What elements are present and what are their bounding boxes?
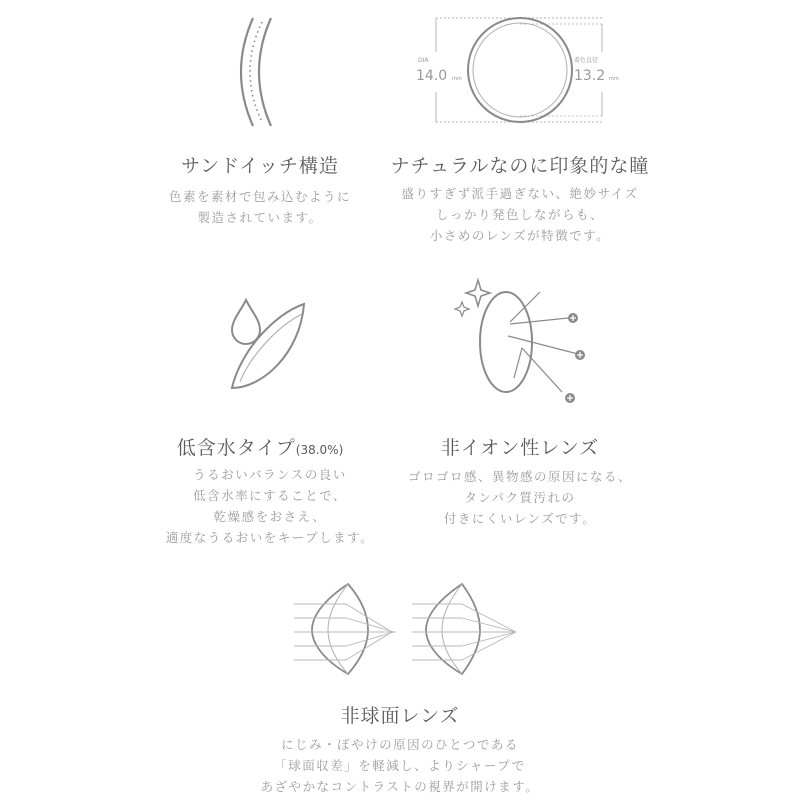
feature-desc-natural (370, 183, 670, 246)
non-ionic-lens-icon (450, 270, 600, 410)
desc-line: 付きにくいレンズです。 (443, 511, 597, 526)
desc-line: しっかり発色しながらも、 (435, 207, 604, 222)
feature-title-natural: ナチュラルなのに印象的な瞳 (390, 155, 650, 177)
dia-unit: mm (452, 76, 462, 82)
color-diameter-label: 着色直径 (574, 57, 599, 64)
desc-line: 製造されています。 (197, 210, 323, 225)
plus-particle-icon (575, 350, 585, 360)
aspheric-lens-diagram (290, 578, 530, 678)
desc-line: 小さめのレンズが特徴です。 (429, 228, 611, 243)
desc-line: ゴロゴロ感、異物感の原因になる、 (407, 469, 632, 484)
feature-title-low-water (120, 433, 400, 460)
desc-line: 適度なうるおいをキープします。 (165, 530, 375, 545)
dia-value: 14.0 (416, 68, 448, 84)
low-water-title-text: 低含水タイプ (176, 437, 296, 459)
plus-particle-icon (568, 313, 578, 323)
desc-line: うるおいバランスの良い (193, 467, 347, 482)
water-content-percent: (38.0%) (295, 443, 344, 457)
lens-diameter-diagram (410, 12, 630, 130)
color-diameter-unit: mm (609, 76, 619, 82)
desc-line: 「球面収差」を軽減し、よりシャープで (274, 758, 526, 773)
desc-line: 色素を素材で包み込むように (168, 189, 351, 204)
feature-desc-sandwich (110, 186, 410, 228)
desc-line: 盛りすぎず派手過ぎない、絶妙サイズ (401, 186, 639, 201)
dia-label: DIA (418, 57, 429, 64)
sandwich-lens-icon (225, 10, 295, 135)
feature-title-aspheric: 非球面レンズ (340, 705, 460, 727)
water-drop-lens-icon (222, 292, 322, 402)
desc-line: 低含水率にすることで、 (193, 488, 347, 503)
feature-title-sandwich: サンドイッチ構造 (181, 155, 339, 177)
desc-line: 乾燥感をおさえ、 (213, 509, 327, 524)
feature-desc-aspheric (230, 734, 570, 797)
feature-desc-non-ionic (370, 466, 670, 529)
plus-particle-icon (565, 393, 575, 403)
color-diameter-value: 13.2 (574, 68, 606, 84)
desc-line: にじみ・ぼやけの原因のひとつである (281, 737, 519, 752)
desc-line: あざやかなコントラストの視界が開けます。 (260, 779, 540, 794)
feature-title-non-ionic: 非イオン性レンズ (440, 437, 600, 459)
desc-line: タンパク質汚れの (464, 490, 576, 505)
